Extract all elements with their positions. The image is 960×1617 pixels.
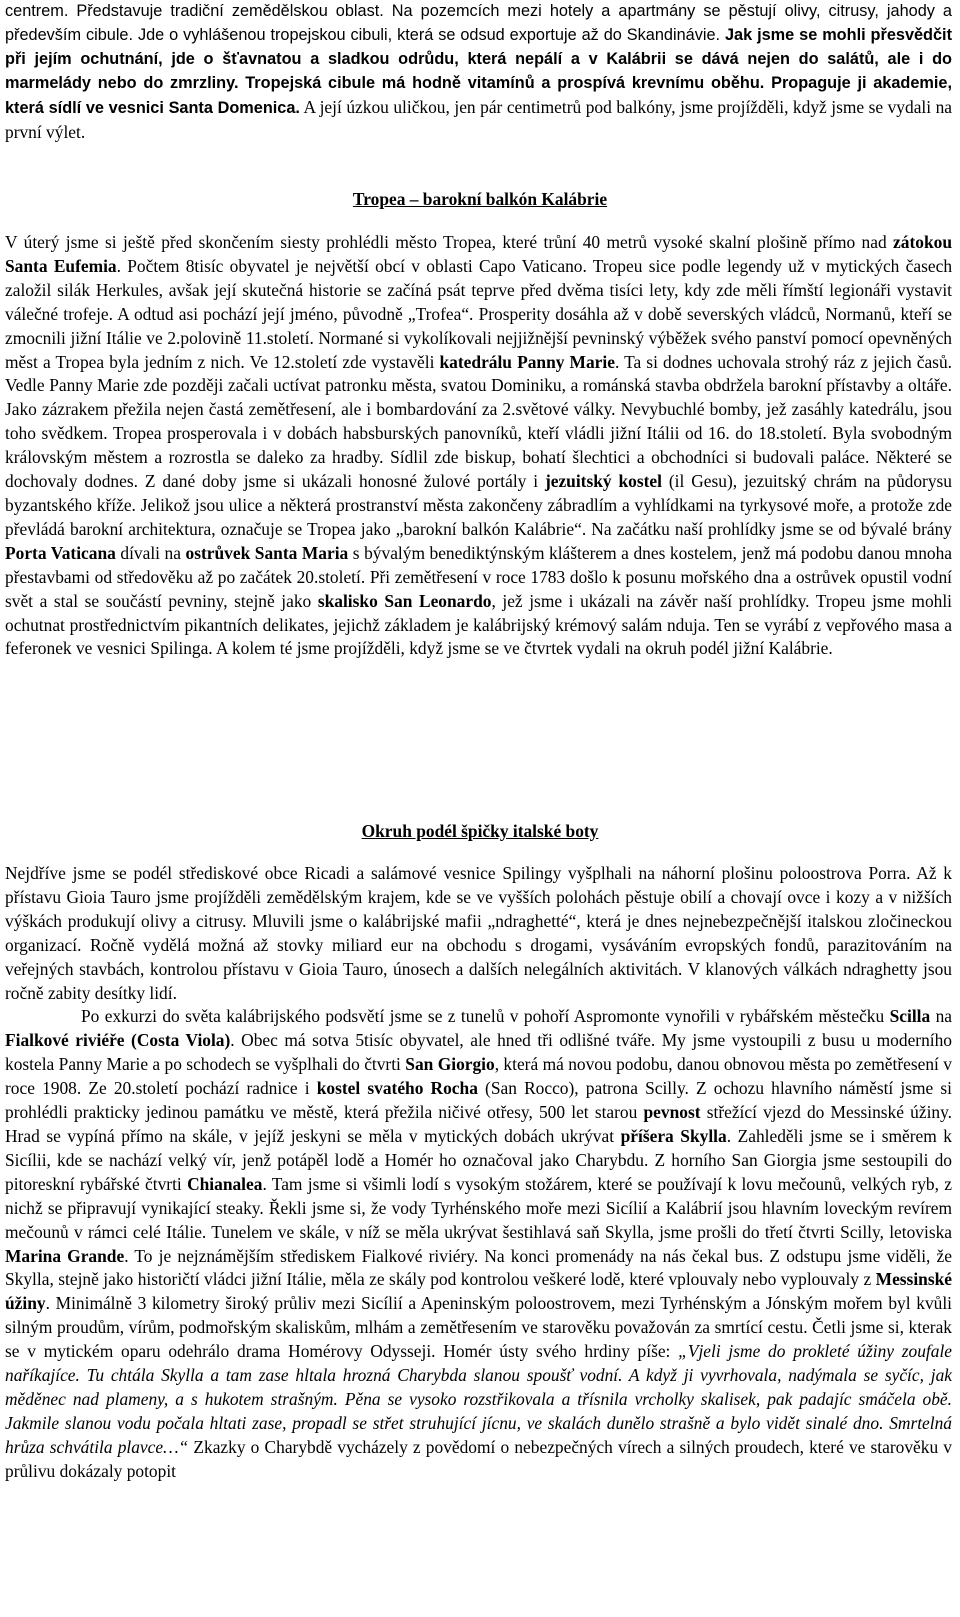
bold-run: katedrálu Panny Marie — [439, 351, 615, 372]
text-run: na — [930, 1006, 953, 1027]
text-run: , která má novou podobu, danou obnovou města po zemětřesení v roce 1908. Ze 20.století pochází radnice i — [5, 1054, 952, 1099]
section-heading-okruh: Okruh podél špičky italské boty — [361, 821, 599, 841]
intro-text-c: A její úzkou uličkou, jen pár centimetrů pod balkóny, jsme projížděli, když jsme se vydali na první výlet. — [5, 96, 953, 142]
quote-italic: „Vjeli jsme do prokleté úžiny zoufale naříkajíce. Tu chtála Skylla a tam zase hltala hrozná Charybda slanou spoušť vodní. A když ji vyvrhovala, nadýmala se syčíc, jak měděnec nad plameny, a s hukotem strašným. Pěna se vysoko rozstřikovala a třísnila vrcholky skalisek, pak padajíc smáčela obě. Jakmile slanou vodu počala hltati zase, propadl se střet struhující jícnu, ve skalách dunělo strašně a bylo vidět sinalé dno. Smrtelná hrůza schvátila plavce…“ — [5, 1341, 952, 1457]
bold-run: Fialkové riviéře (Costa Viola) — [5, 1030, 231, 1051]
bold-run: skalisko San Leonardo — [317, 590, 492, 611]
text-run: dívali na — [115, 542, 186, 563]
bold-run: zátokou Santa Eufemia — [5, 232, 952, 276]
okruh-section — [5, 862, 952, 1484]
text-run: . Minimálně 3 kilometry široký průliv mezi Sicílií a Apeninským poloostrovem, mezi Tyrhénským a Jónským mořem byl kvůli silným proudům, vírům, podmořským skaliskům, mlhám a zemětřesením ve starověku považován za smrtící cestu. Četli jsme si, kterak se v mytickém oparu odehrálo drama Homérovy Odysseji. Homér ústy svého hrdiny píše: — [5, 1293, 952, 1362]
intro-paragraph — [5, 0, 952, 145]
text-run: , jež jsme i ukázali na závěr naší prohlídky. Tropeu jsme mohli ochutnat prostřednictvím pikantních delikates, jejichž základem je kalábrijský krémový salám nduja. Ten se vyrábí z vepřového masa a feferonek ve vesnici Spilinga. A kolem té jsme projížděli, když jsme se ve čtvrtek vydali na okruh podél jižní Kalábrie. — [5, 590, 952, 659]
section-heading-tropea: Tropea – barokní balkón Kalábrie — [352, 189, 608, 209]
text-run: . Zahleděli jsme se i směrem k Sicílii, kde se nachází velký vír, jenž potápěl lodě a Homér ho označoval jako Charybdu. Z horního San Giorgia jsme sestoupili do pitoreskní rybářské čtvrti — [5, 1125, 953, 1194]
tropea-paragraph — [5, 231, 952, 661]
bold-run: San Giorgio — [405, 1054, 495, 1075]
bold-run: kostel svatého Rocha — [316, 1078, 478, 1099]
text-run: . Tam jsme si všimli lodí s vysokým stožárem, které se používají k lovu mečounů, velkých ryb, z nichž se připravují vynikající steaky. Řekli jsme si, že vody Tyrhénského moře mezi Sicílií a Kalábrií jsou hlavním loveckým revírem mečounů v rámci celé Itálie. Tunelem ve skále, v níž se měla ukrývat šestihlavá saň Skylla, jsme prošli do třetí čtvrti Scilly, letoviska — [5, 1173, 952, 1242]
text-run: (San Rocco), patrona Scilly. Z ochozu hlavního náměstí jsme si prohlédli prakticky jedinou památku ve městě, která přežila ničivé otřesy, 500 let starou — [5, 1078, 952, 1123]
bold-run: jezuitský kostel — [544, 471, 662, 492]
text-run: Po exkurzi do světa kalábrijského podsvětí jsme se z tunelů v pohoří Aspromonte vynořili v rybářském městečku — [81, 1006, 890, 1027]
bold-run: Chianalea — [187, 1173, 263, 1194]
okruh-paragraph-1: Nejdříve jsme se podél střediskové obce Ricadi a salámové vesnice Spilingy vyšplhali na náhorní plošinu poloostrova Porra. Až k přístavu Gioia Tauro jsme projížděli zemědělským krajem, kde se ve vyšších polohách pěstuje obilí a chovají ovce i kozy a v nižších výškách produkují olivy a citrusy. Mluvili jsme o kalábrijské mafii „ndraghetté“, která je dnes nejnebezpečnější italskou zločineckou organizací. Ročně vydělá možná až stovky miliard eur na obchodu s drogami, vysáváním evropských fondů, parazitováním na veřejných stavbách, kontrolou přístavu v Gioia Tauro, únosech a dalších nelegálních aktivitách. V klanových válkách ndraghetty jsou ročně zabity desítky lidí. — [5, 863, 952, 1003]
text-run: . Počtem 8tisíc obyvatel je největší obcí v oblasti Capo Vaticano. Tropeu sice podle legendy už v mytických časech založil silák Herkules, avšak její skutečná historie se začíná psát teprve před dvěma tisíci lety, kdy zde měli římští legionáři vystavit válečné trofeje. A odtud asi pochází její jméno, původně „Trofea“. Prosperity dosáhla až v době severských vládců, Normanů, kteří se zmocnili jižní Itálie ve 2.polovině 11.století. Normané si vykolíkovali nejjižnější pevninský výběžek svého panství pomocí opevněných měst a Tropea byla jedním z nich. Ve 12.století zde vystavěli — [5, 255, 953, 372]
bold-run: ostrůvek Santa Maria — [185, 542, 349, 563]
bold-run: pevnost — [643, 1102, 701, 1123]
intro-text-a: centrem. Představuje tradiční zemědělskou oblast. Na pozemcích mezi hotely a apartmány se pěstují olivy, citrusy, jahody a především cibule. Jde o vyhlášenou tropejskou cibuli, která se odsud exportuje až do Skandinávie. — [5, 2, 952, 44]
bold-run: Marina Grande — [5, 1245, 125, 1266]
okruh-paragraph-2 — [5, 1005, 952, 1483]
bold-run: Scilla — [889, 1006, 931, 1027]
text-run: . Obec má sotva 5tisíc obyvatel, ale hned tři odlišné tváře. My jsme vystoupili z busu u moderního kostela Panny Marie a po schodech se vyšplhali do čtvrti — [5, 1030, 952, 1075]
text-run: s bývalým benediktýnským klášterem a dnes kostelem, jenž má podobu danou mnoha přestavbami od středověku až po začátek 20.století. Při zemětřesení v roce 1783 došlo k posunu mořského dna a ostrůvek opustil vodní svět a stal se součástí pevniny, stejně jako — [5, 542, 952, 611]
text-run: V úterý jsme si ještě před skončením siesty prohlédli město Tropea, které trůní 40 metrů vysoké skalní plošině přímo nad — [5, 232, 894, 252]
bold-run: příšera Skylla — [620, 1125, 727, 1146]
bold-run: Messinské úžiny — [5, 1269, 952, 1314]
text-run: . Ta si dodnes uchovala strohý ráz z jejich časů. Vedle Panny Marie zde později začali uctívat patronku města, svatou Dominiku, a románská stavba obdržela barokní přístavby a oltáře. Jako zázrakem přežila nejen častá zemětřesení, ale i bombardování za 2.světové války. Nevybuchlé bomby, jež zasáhly katedrálu, jsou toho svědkem. Tropea prosperovala i v dobách habsburských panovníků, kteří vládli jižní Itálii od 16. do 18.století. Byla svobodným královským městem a rozrostla se daleko za hradby. Sídlil zde biskup, bohatí šlechtici a obchodníci si budovali paláce. Některé se dochovaly dodnes. Z dané doby jsme si ukázali honosné žulové portály i — [5, 351, 952, 492]
intro-text-b: Jak jsme se mohli přesvědčit při jejím ochutnání, jde o šťavnatou a sladkou odrůdu, která nepálí a v Kalábrii se dává nejen do salátů, ale i do marmelády nebo do zmrzliny. Tropejská cibule má hodně vitamínů a prospívá krevnímu oběhu. Propaguje ji akademie, která sídlí ve vesnici Santa Domenica. — [5, 25, 953, 117]
text-run: Zkazky o Charybdě vycházely z povědomí o nebezpečných vírech a silných proudech, které ve starověku v průlivu dokázaly potopit — [5, 1436, 952, 1481]
text-run: střežící vjezd do Messinské úžiny. Hrad se vypíná přímo na skále, v jejíž jeskyni se měla v mytických dobách ukrývat — [5, 1102, 953, 1146]
text-run: . To je nejznámějším střediskem Fialkové riviéry. Na konci promenády na nás čekal bus. Z odstupu jsme viděli, že Skylla, stejně jako historičtí vládci jižní Itálie, měla ze skály pod kontrolou veškeré lodě, které vplouvaly nebo vyplouvaly z — [5, 1245, 952, 1290]
bold-run: Porta Vaticana — [5, 542, 116, 563]
text-run: (il Gesu), jezuitský chrám na půdorysu byzantského kříže. Jelikož jsou ulice a některá prostranství města zakončeny zábradlím a vyhlídkami na tyrkysové moře, a protože zde převládá barokní architektura, označuje se Tropea jako „barokní balkón Kalábrie“. Na začátku naší prohlídky jsme se od bývalé brány — [5, 471, 952, 539]
